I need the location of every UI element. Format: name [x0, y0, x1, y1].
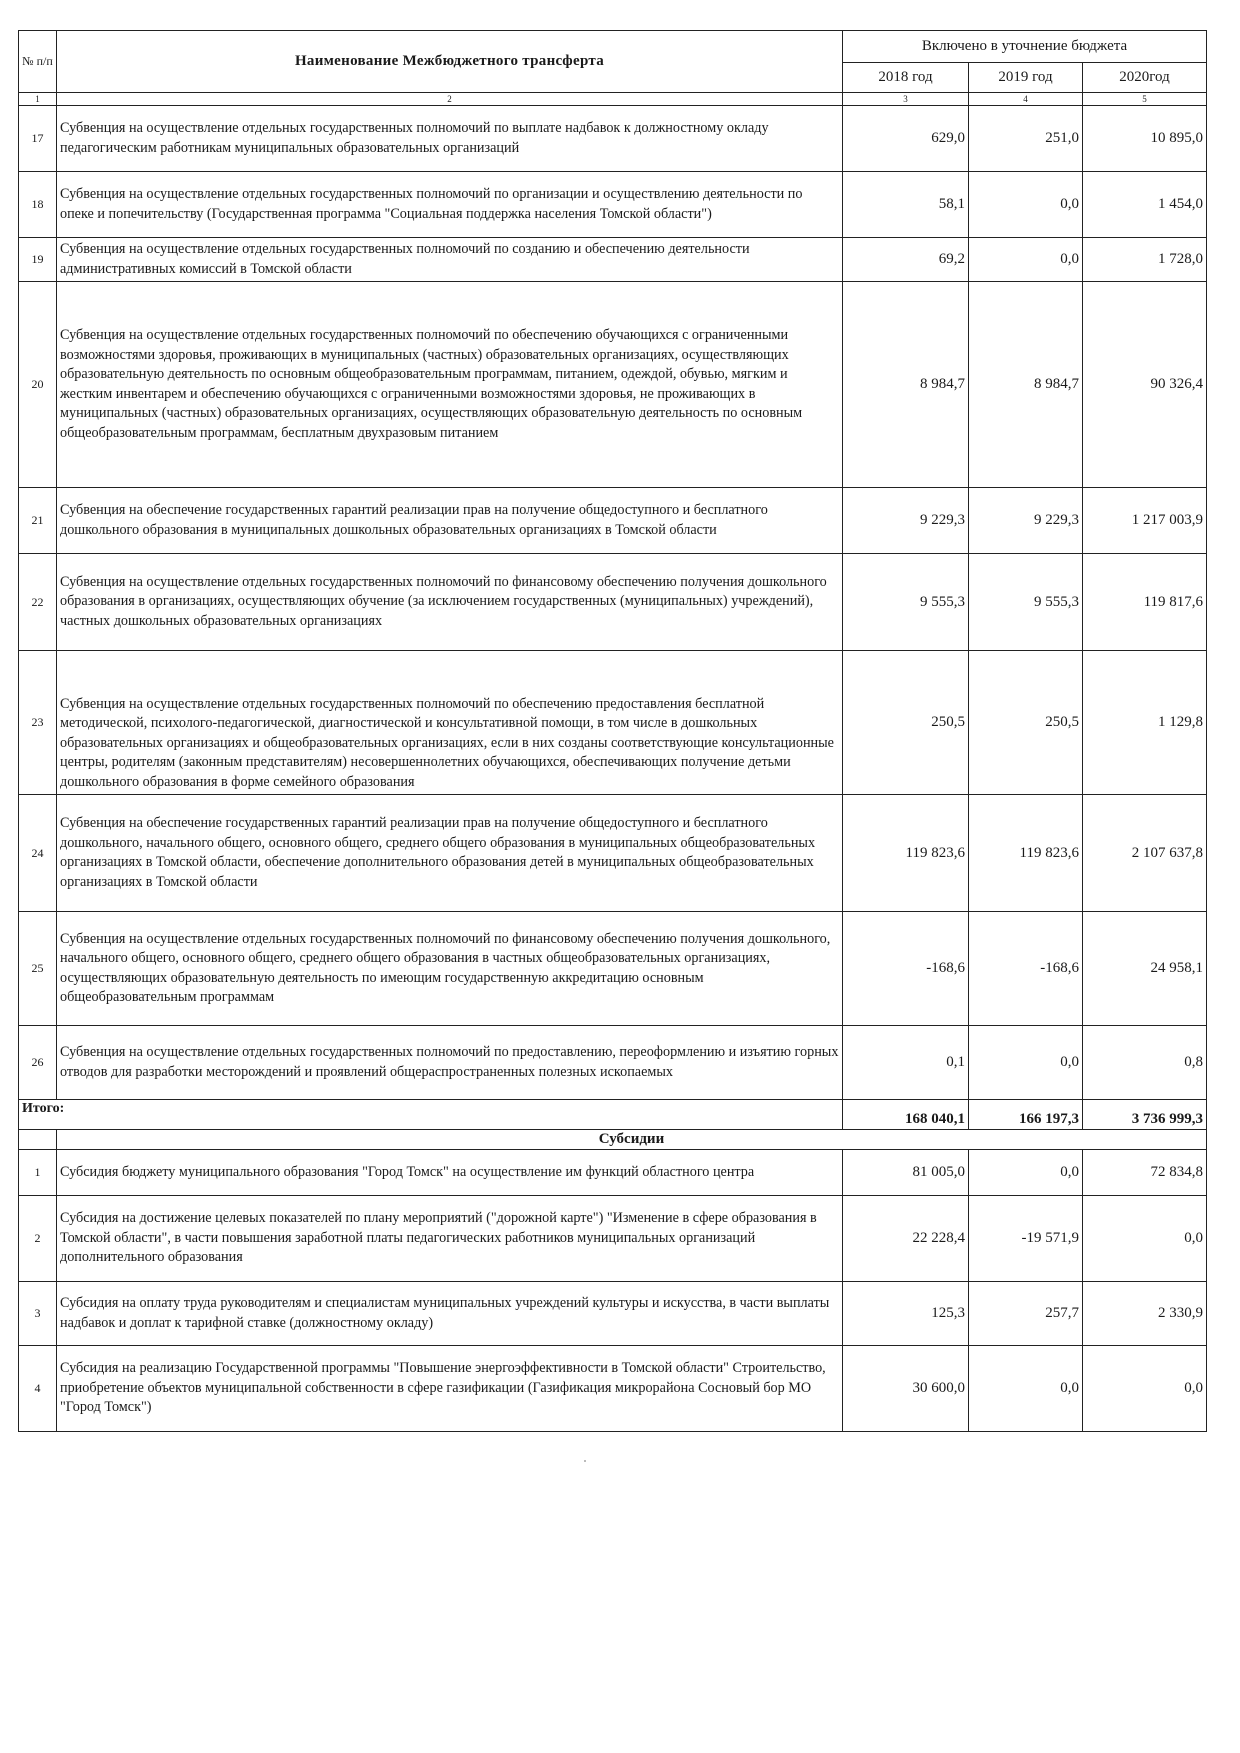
- table-row: [19, 172, 1207, 238]
- total-2018: 168 040,1: [843, 1100, 969, 1130]
- total-2020: 3 736 999,3: [1083, 1100, 1207, 1130]
- row-number: 4: [19, 1346, 57, 1432]
- value-2018: 9 229,3: [843, 488, 969, 554]
- row-name: Субвенция на обеспечение государственных гарантий реализации прав на получение общедоступного и бесплатного дошкольного образования в муниципальных дошкольных образовательных организациях в Томской области: [57, 488, 843, 554]
- value-2019: 251,0: [969, 106, 1083, 172]
- value-2019: 0,0: [969, 238, 1083, 282]
- row-number: 21: [19, 488, 57, 554]
- section-spacer: [19, 1130, 57, 1150]
- total-2019: 166 197,3: [969, 1100, 1083, 1130]
- header-year-2018: 2018 год: [843, 63, 969, 93]
- table-row: [19, 912, 1207, 1026]
- value-2020: 90 326,4: [1083, 282, 1207, 488]
- column-index: 5: [1083, 93, 1207, 106]
- row-number: 3: [19, 1282, 57, 1346]
- row-name: Субсидия бюджету муниципального образования "Город Томск" на осуществление им функций областного центра: [57, 1150, 843, 1196]
- value-2018: 629,0: [843, 106, 969, 172]
- column-index: 2: [57, 93, 843, 106]
- value-2018: 125,3: [843, 1282, 969, 1346]
- table-row: [19, 1150, 1207, 1196]
- column-index: 4: [969, 93, 1083, 106]
- value-2018: 119 823,6: [843, 795, 969, 912]
- value-2019: 119 823,6: [969, 795, 1083, 912]
- table-row: [19, 1282, 1207, 1346]
- value-2019: 0,0: [969, 1026, 1083, 1100]
- table-row: [19, 238, 1207, 282]
- header-col-budget: Включено в уточнение бюджета: [843, 31, 1207, 63]
- scan-speck: [584, 1460, 586, 1462]
- value-2018: -168,6: [843, 912, 969, 1026]
- row-name: Субсидия на достижение целевых показателей по плану мероприятий ("дорожной карте") "Изменение в сфере образования в Томской области", в части повышения заработной платы педагогических работников муниципальных организаций дополнительного образования: [57, 1196, 843, 1282]
- value-2020: 2 107 637,8: [1083, 795, 1207, 912]
- column-index: 3: [843, 93, 969, 106]
- row-name: Субвенция на осуществление отдельных государственных полномочий по финансовому обеспечению получения дошкольного, начального общего, основного общего, среднего общего образования в частных общеобразовательных организациях, осуществляющих образовательную деятельность по имеющим государственную аккредитацию основным общеобразовательным программам: [57, 912, 843, 1026]
- value-2019: 0,0: [969, 172, 1083, 238]
- total-label: Итого:: [19, 1100, 843, 1130]
- value-2018: 81 005,0: [843, 1150, 969, 1196]
- row-number: 18: [19, 172, 57, 238]
- value-2018: 69,2: [843, 238, 969, 282]
- row-number: 26: [19, 1026, 57, 1100]
- value-2020: 1 129,8: [1083, 651, 1207, 795]
- header-col-number: № п/п: [19, 31, 57, 93]
- row-name: Субвенция на осуществление отдельных государственных полномочий по предоставлению, переоформлению и изъятию горных отводов для разработки месторождений и проявлений общераспространенных полезных ископаемых: [57, 1026, 843, 1100]
- header-year-2019: 2019 год: [969, 63, 1083, 93]
- row-name: Субвенция на осуществление отдельных государственных полномочий по созданию и обеспечению деятельности административных комиссий в Томской области: [57, 238, 843, 282]
- total-row: [19, 1100, 1207, 1130]
- row-name: Субвенция на осуществление отдельных государственных полномочий по обеспечению предоставления бесплатной методической, психолого-педагогической, диагностической и консультативной помощи, в том числе в дошкольных образовательных организациях и общеобразовательных организациях, если в них созданы соответствующие консультационные центры, родителям (законным представителям) несовершеннолетних обучающихся, обеспечивающих получение детьми дошкольного образования в форме семейного образования: [57, 651, 843, 795]
- row-number: 17: [19, 106, 57, 172]
- table-row: [19, 1026, 1207, 1100]
- budget-document: [18, 30, 1206, 1432]
- value-2019: 9 555,3: [969, 554, 1083, 651]
- row-name: Субсидия на оплату труда руководителям и специалистам муниципальных учреждений культуры и искусства, в части выплаты надбавок и доплат к тарифной ставке (должностному окладу): [57, 1282, 843, 1346]
- value-2018: 250,5: [843, 651, 969, 795]
- table-row: [19, 282, 1207, 488]
- column-index: 1: [19, 93, 57, 106]
- value-2020: 24 958,1: [1083, 912, 1207, 1026]
- row-name: Субсидия на реализацию Государственной программы "Повышение энергоэффективности в Томской области" Строительство, приобретение объектов муниципальной собственности в сфере газификации (Газификация микрорайона Сосновый бор МО "Город Томск"): [57, 1346, 843, 1432]
- value-2020: 10 895,0: [1083, 106, 1207, 172]
- value-2020: 0,8: [1083, 1026, 1207, 1100]
- value-2020: 1 454,0: [1083, 172, 1207, 238]
- value-2018: 58,1: [843, 172, 969, 238]
- table-row: [19, 488, 1207, 554]
- value-2019: 257,7: [969, 1282, 1083, 1346]
- table-row: [19, 106, 1207, 172]
- row-number: 20: [19, 282, 57, 488]
- section-row: [19, 1130, 1207, 1150]
- value-2020: 0,0: [1083, 1346, 1207, 1432]
- row-number: 22: [19, 554, 57, 651]
- value-2018: 8 984,7: [843, 282, 969, 488]
- table-row: [19, 651, 1207, 795]
- value-2020: 2 330,9: [1083, 1282, 1207, 1346]
- value-2018: 0,1: [843, 1026, 969, 1100]
- value-2019: 9 229,3: [969, 488, 1083, 554]
- row-number: 24: [19, 795, 57, 912]
- budget-table: [18, 30, 1207, 1432]
- row-name: Субвенция на осуществление отдельных государственных полномочий по выплате надбавок к должностному окладу педагогическим работникам муниципальных образовательных организаций: [57, 106, 843, 172]
- value-2020: 0,0: [1083, 1196, 1207, 1282]
- header-col-name: Наименование Межбюджетного трансферта: [57, 31, 843, 93]
- value-2019: 8 984,7: [969, 282, 1083, 488]
- table-row: [19, 795, 1207, 912]
- value-2020: 1 728,0: [1083, 238, 1207, 282]
- row-number: 23: [19, 651, 57, 795]
- value-2019: 0,0: [969, 1150, 1083, 1196]
- section-title-subsidies: Субсидии: [57, 1130, 1207, 1150]
- value-2018: 30 600,0: [843, 1346, 969, 1432]
- row-name: Субвенция на обеспечение государственных гарантий реализации прав на получение общедоступного и бесплатного дошкольного, начального общего, основного общего, среднего общего образования в муниципальных общеобразовательных организациях в Томской области, обеспечение дополнительного образования детей в муниципальных общеобразовательных организациях в Томской области: [57, 795, 843, 912]
- row-number: 19: [19, 238, 57, 282]
- row-name: Субвенция на осуществление отдельных государственных полномочий по обеспечению обучающихся с ограниченными возможностями здоровья, проживающих в муниципальных (частных) образовательных организациях, осуществляющих образовательную деятельность по основным общеобразовательным программам, питанием, одеждой, обувью, мягким и жестким инвентарем и обеспечению обучающихся с ограниченными возможностями здоровья, не проживающих в муниципальных (частных) образовательных организациях, осуществляющих образовательную деятельность по основным общеобразовательным программам, бесплатным двухразовым питанием: [57, 282, 843, 488]
- row-number: 25: [19, 912, 57, 1026]
- value-2019: 0,0: [969, 1346, 1083, 1432]
- value-2019: -19 571,9: [969, 1196, 1083, 1282]
- row-number: 1: [19, 1150, 57, 1196]
- value-2020: 72 834,8: [1083, 1150, 1207, 1196]
- row-name: Субвенция на осуществление отдельных государственных полномочий по финансовому обеспечению получения дошкольного образования в организациях, осуществляющих обучение (за исключением государственных (муниципальных) учреждений), частных дошкольных образовательных организациях: [57, 554, 843, 651]
- value-2020: 1 217 003,9: [1083, 488, 1207, 554]
- value-2020: 119 817,6: [1083, 554, 1207, 651]
- table-row: [19, 1196, 1207, 1282]
- row-number: 2: [19, 1196, 57, 1282]
- value-2019: 250,5: [969, 651, 1083, 795]
- value-2018: 22 228,4: [843, 1196, 969, 1282]
- table-row: [19, 1346, 1207, 1432]
- header-year-2020: 2020год: [1083, 63, 1207, 93]
- value-2019: -168,6: [969, 912, 1083, 1026]
- row-name: Субвенция на осуществление отдельных государственных полномочий по организации и осуществлению деятельности по опеке и попечительству (Государственная программа "Социальная поддержка населения Томской области"): [57, 172, 843, 238]
- table-row: [19, 554, 1207, 651]
- value-2018: 9 555,3: [843, 554, 969, 651]
